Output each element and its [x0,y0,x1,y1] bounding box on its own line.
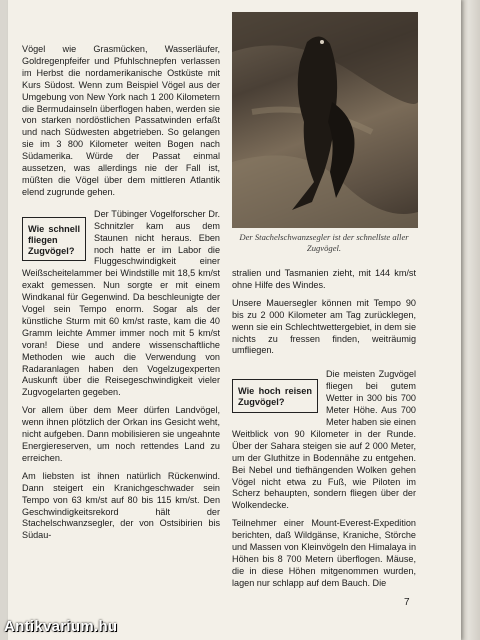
photo-caption: Der Stachelschwanzsegler ist der schnellste aller Zugvögel. [239,232,409,253]
paragraph: stralien und Tasmanien zieht, mit 144 km/st ohne Hilfe des Windes. [232,268,416,290]
paragraph-text: Die meisten Zugvögel fliegen bei gutem Wetter in 300 bis 700 Meter Höhe. Aus 700 Meter haben sie einen Weitblick von 90 Kilometer in der Runde. Über der Sahara steigen sie auf 2 000 Meter, um der Gluthitze in Bodennähe zu entgehen. Bei Nebel und tiefhängenden Wolken gehen Vögel nicht etwa zu Fuß, wie Piloten im Scherz behaupten, sondern fliegen über der Wolkendecke. [232,369,416,511]
paragraph: Vor allem über dem Meer dürfen Landvögel, wenn ihnen plötzlich der Orkan ins Gesicht weht, nicht aufgeben. Dann mobilisieren sie ungeahnte Energiereserven, um noch rettendes Land zu erreichen. [22,405,220,463]
page-edge [461,0,480,640]
sidebar-question-box: Wie hoch reisen Zugvögel? [232,379,318,413]
sidebar-question-box: Wie schnell fliegen Zugvögel? [22,217,86,261]
page-number: 7 [404,597,410,608]
watermark: Antikvarium.hu [4,618,118,635]
left-column [22,44,220,548]
paragraph: Am liebsten ist ihnen natürlich Rückenwind. Dann steigert ein Kranichgeschwader sein Tempo von 63 km/st auf 80 bis 115 km/st. Den Geschwindigkeitsrekord hält der Stachelschwanzsegler, der von Ostsibirien bis Südau- [22,470,220,541]
bird-illustration [232,12,418,228]
swift-photo [232,12,418,228]
paragraph-text: Der Tübinger Vogelforscher Dr. Schnitzler kam aus dem Staunen nicht heraus. Eben noch hatte er im Labor die Fluggeschwindigkeit einer Weißscheitelammer bei Windstille mit 18,5 km/st exakt gemessen. Nun sorgte er mit einem Windkanal für Gegenwind. Da beschleunigte der Vogel sein Tempo enorm. Sogar als der künstliche Sturm mit 60 km/st raste, kam die 40 Gramm leichte Ammer immer noch mit 5 km/st voran! Diese und andere wissenschaftliche Methoden wie auch die Verwendung von Radaranlagen haben den Vogelzugexperten Auskunft über die Reisegeschwindigkeit vieler Zugvogelarten gegeben. [22,208,220,398]
paragraph [22,209,220,400]
right-column [232,268,416,596]
paragraph [232,369,416,512]
paragraph: Teilnehmer einer Mount-Everest-Expedition berichten, daß Wildgänse, Kraniche, Störche und Massen von Kleinvögeln den Himalaya in Höhen bis 8 700 Metern überflogen. Mäuse, die in diese Höhen mitgenommen wurden, lagen nur schlapp auf dem Bauch. Die [232,518,417,588]
intro-paragraph: Vögel wie Grasmücken, Wasserläufer, Goldregenpfeifer und Pfuhlschnepfen verlassen im Herbst die nordamerikanische Ostküste mit Kurs Südost. Wenn zum Beispiel Vögel aus der Umgebung von New York nach 1 200 Kilometern die Bermudainseln überflogen haben, werden sie von starken nordöstlichen Passatwinden erfaßt und nach Südwesten abgetrieben. So gelangen sie im 3 800 Kilometer weiten Bogen nach Südamerika. Würde der Passat einmal aussetzen, was allerdings nie der Fall ist, müßten die Vögel über dem mittleren Atlantik elend zugrunde gehen. [22,44,220,197]
paragraph: Unsere Mauersegler können mit Tempo 90 bis zu 2 000 Kilometer am Tag zurücklegen, wenn sie ein Schlechtwettergebiet, in dem sie nichts zu fressen finden, weiträumig umfliegen. [232,297,416,356]
